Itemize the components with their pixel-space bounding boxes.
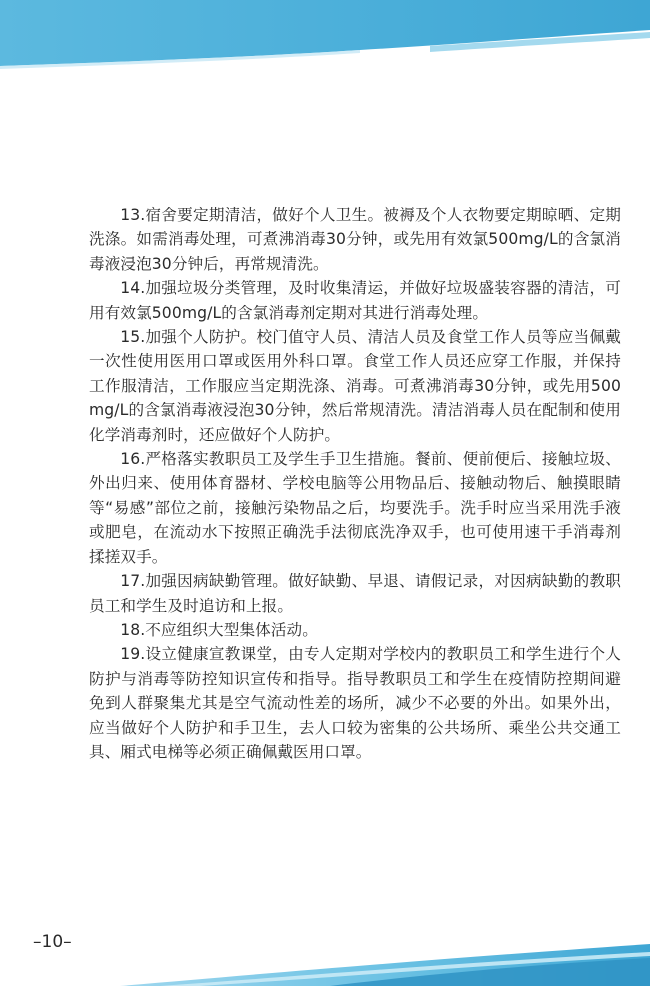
paragraph-19: 19.设立健康宣教课堂，由专人定期对学校内的教职员工和学生进行个人防护与消毒等防控知识宣传和指导。指导教职员工和学生在疫情防控期间避免到人群聚集尤其是空气流动性差的场所，减少不必要的外出。如果外出，应当做好个人防护和手卫生，去人口较为密集的公共场所、乘坐公共交通工具、厢式电梯等必须正确佩戴医用口罩。	[89, 645, 621, 761]
top-decorative-band	[0, 0, 650, 72]
paragraph-18: 18.不应组织大型集体活动。	[120, 620, 318, 639]
page-number: –10–	[33, 932, 72, 952]
paragraph-14: 14.加强垃圾分类管理，及时收集清运，并做好垃圾盛装容器的清洁，可用有效氯500mg/L的含氯消毒剂定期对其进行消毒处理。	[89, 279, 621, 322]
paragraph-15: 15.加强个人防护。校门值守人员、清洁人员及食堂工作人员等应当佩戴一次性使用医用口罩或医用外科口罩。食堂工作人员还应穿工作服，并保持工作服清洁，工作服应当定期洗涤、消毒。可煮沸消毒30分钟，或先用500mg/L的含氯消毒液浸泡30分钟，然后常规清洗。清洁消毒人员在配制和使用化学消毒剂时，还应做好个人防护。	[89, 328, 621, 444]
document-body	[89, 203, 621, 764]
paragraph-16: 16.严格落实教职员工及学生手卫生措施。餐前、便前便后、接触垃圾、外出归来、使用体育器材、学校电脑等公用物品后、接触动物后、触摸眼睛等“易感”部位之前，接触污染物品之后，均要洗手。洗手时应当采用洗手液或肥皂，在流动水下按照正确洗手法彻底洗净双手，也可使用速干手消毒剂揉搓双手。	[89, 450, 621, 566]
paragraph-17: 17.加强因病缺勤管理。做好缺勤、早退、请假记录，对因病缺勤的教职员工和学生及时追访和上报。	[89, 572, 621, 615]
bottom-wave-graphic	[0, 930, 650, 986]
paragraph-13: 13.宿舍要定期清洁，做好个人卫生。被褥及个人衣物要定期晾晒、定期洗涤。如需消毒处理，可煮沸消毒30分钟，或先用有效氯500mg/L的含氯消毒液浸泡30分钟后，再常规清洗。	[89, 206, 621, 273]
bottom-decorative-band	[0, 930, 650, 986]
top-wave-graphic	[0, 0, 650, 72]
